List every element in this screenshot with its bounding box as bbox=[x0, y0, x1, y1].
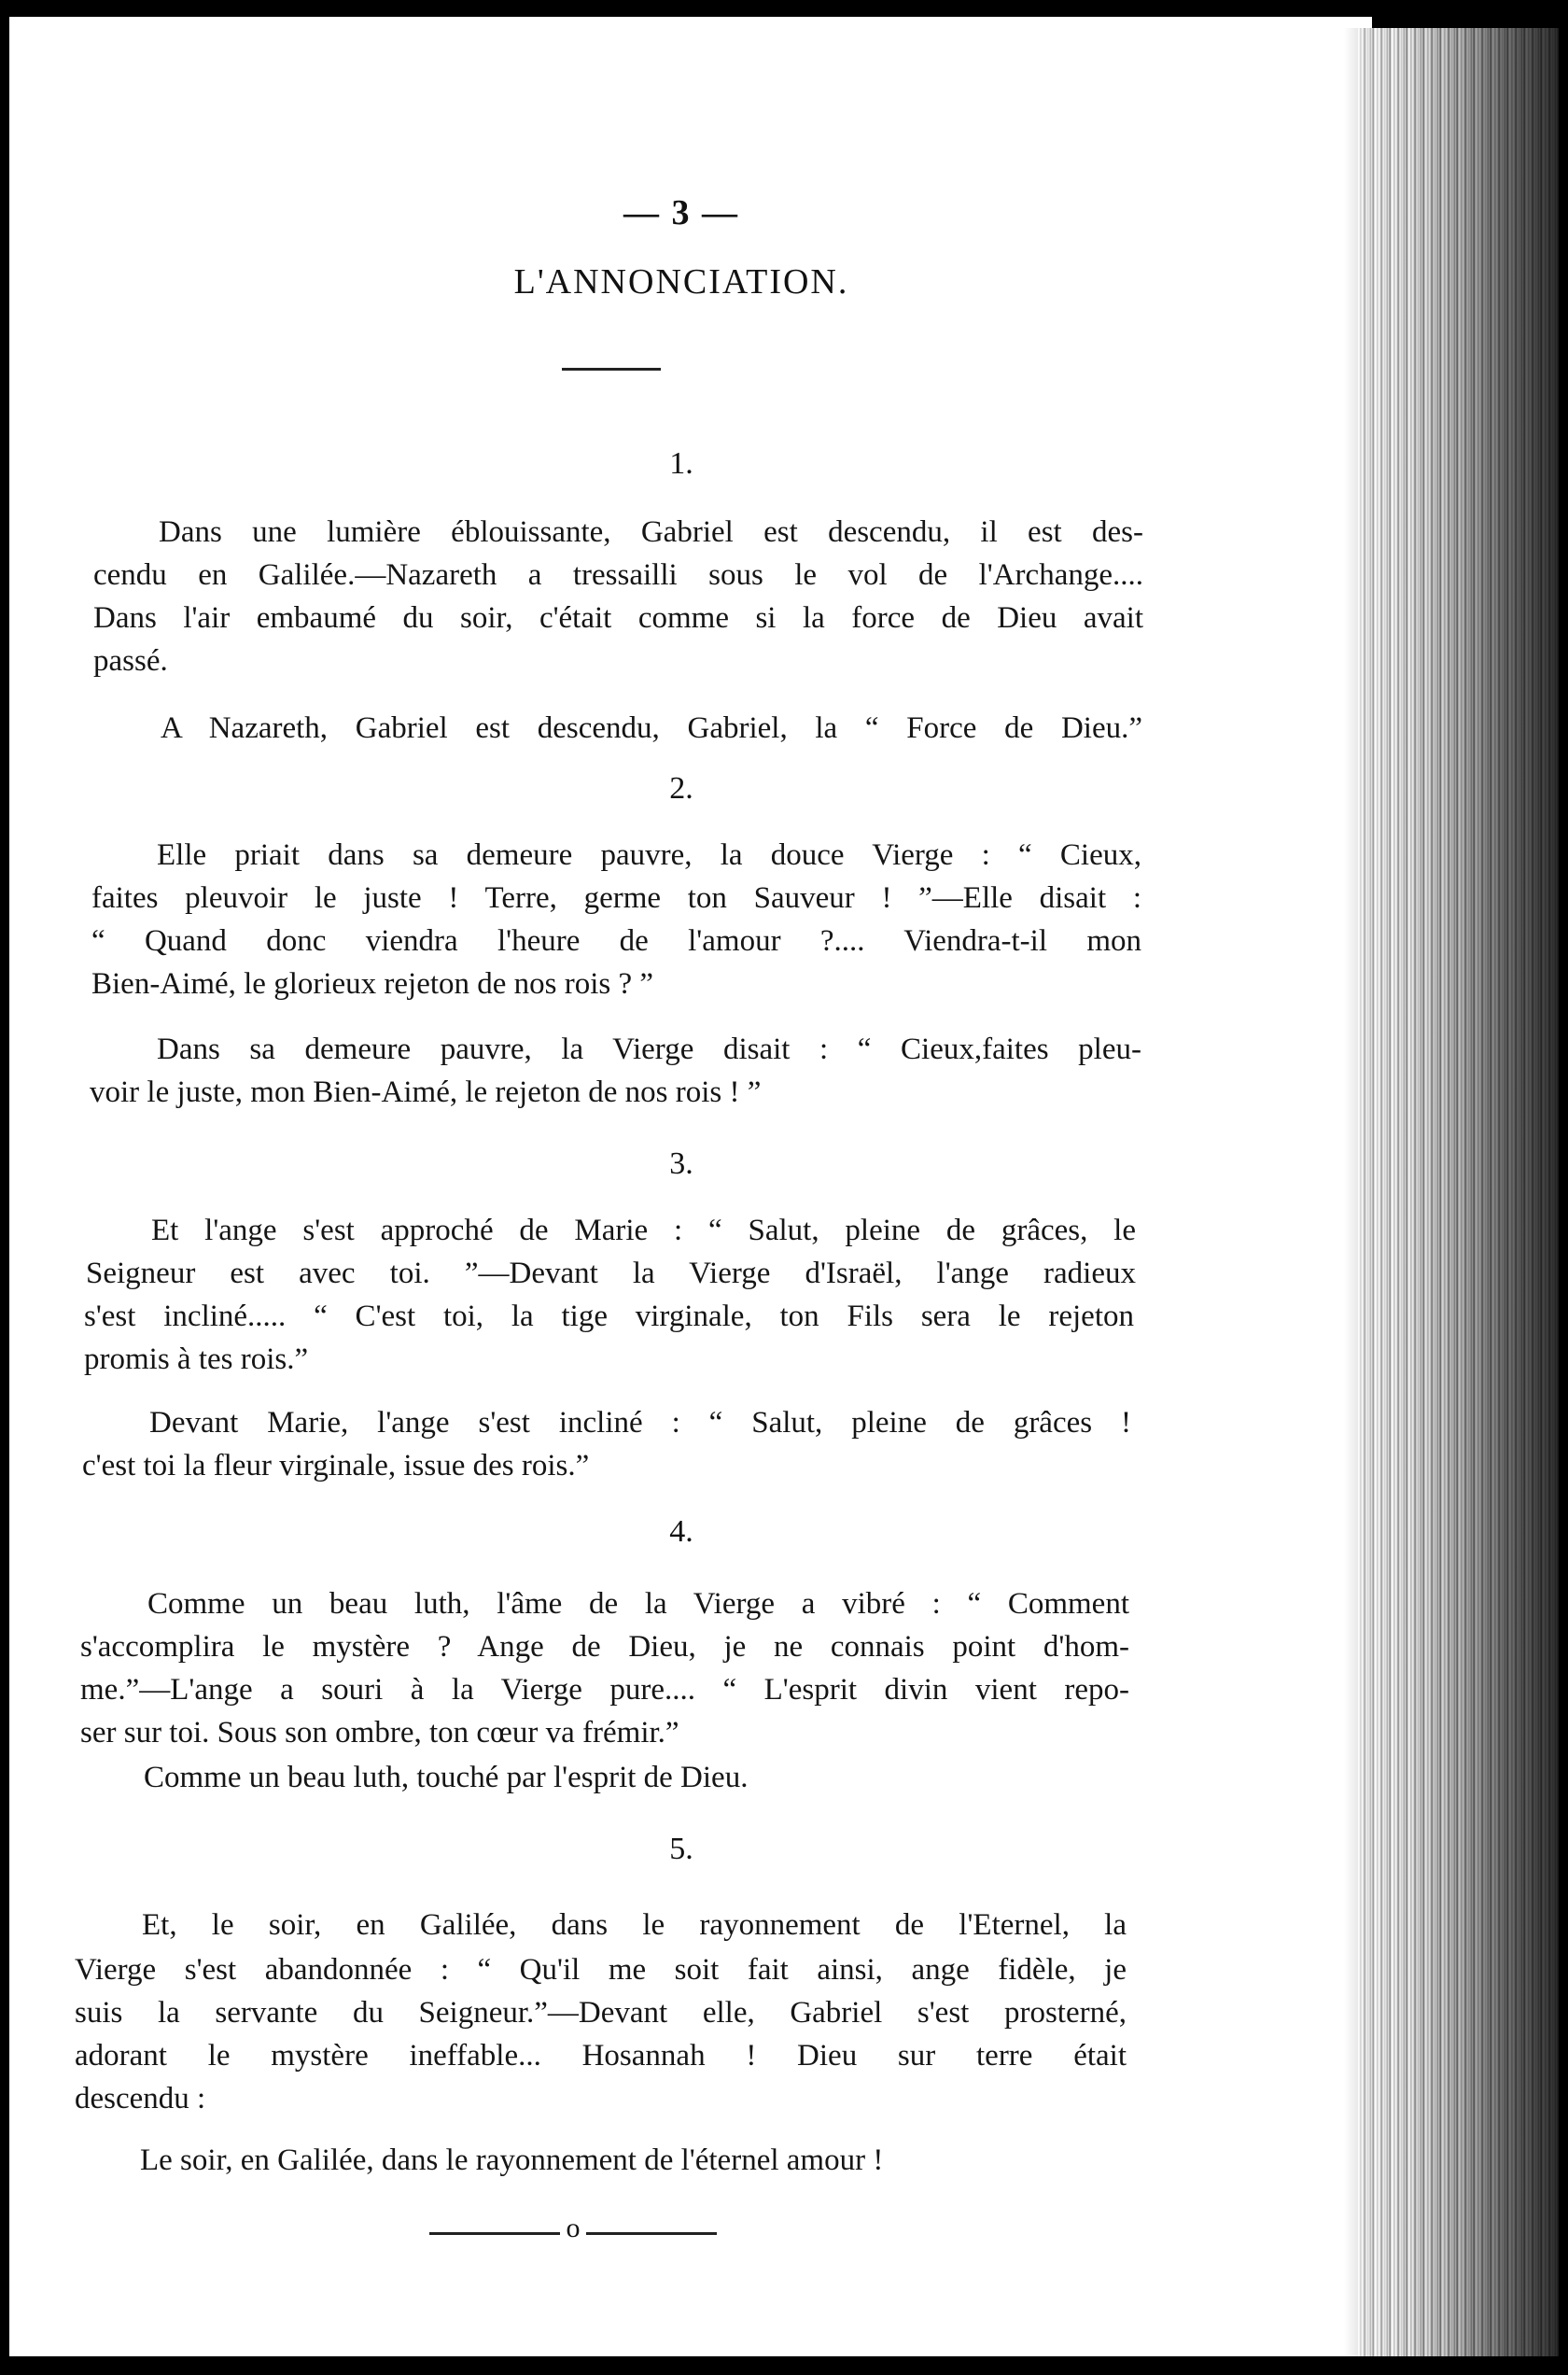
paragraph-line: Et l'ange s'est approché de Marie : “ Salut, pleine de grâces, le bbox=[151, 1214, 1136, 1247]
paragraph-line: Comme un beau luth, l'âme de la Vierge a vibré : “ Comment bbox=[147, 1587, 1129, 1621]
section-number: 5. bbox=[669, 1832, 693, 1866]
section-number: 2. bbox=[669, 771, 693, 806]
section-number: 3. bbox=[669, 1146, 693, 1181]
paragraph-line: Le soir, en Galilée, dans le rayonnement de l'éternel amour ! bbox=[140, 2143, 884, 2177]
page-number: — 3 — bbox=[623, 193, 739, 232]
paragraph-line: “ Quand donc viendra l'heure de l'amour ?.... Viendra-t-il mon bbox=[91, 924, 1141, 958]
paragraph-line: faites pleuvoir le juste ! Terre, germe ton Sauveur ! ”—Elle disait : bbox=[91, 881, 1141, 915]
paragraph-line: Vierge s'est abandonnée : “ Qu'il me soit fait ainsi, ange fidèle, je bbox=[75, 1953, 1127, 1987]
paragraph-line: cendu en Galilée.—Nazareth a tressailli sous le vol de l'Archange.... bbox=[93, 558, 1143, 592]
paragraph-line: suis la servante du Seigneur.”—Devant elle, Gabriel s'est prosterné, bbox=[75, 1996, 1127, 2030]
title-underline-rule bbox=[562, 368, 661, 371]
paragraph-line: Et, le soir, en Galilée, dans le rayonnement de l'Eternel, la bbox=[142, 1908, 1127, 1942]
paragraph-line: voir le juste, mon Bien-Aimé, le rejeton de nos rois ! ” bbox=[90, 1075, 762, 1109]
paragraph-line: A Nazareth, Gabriel est descendu, Gabriel, la “ Force de Dieu.” bbox=[161, 711, 1142, 745]
paragraph-line: s'est incliné..... “ C'est toi, la tige virginale, ton Fils sera le rejeton bbox=[84, 1300, 1134, 1333]
paragraph-line: descendu : bbox=[75, 2082, 206, 2115]
paragraph-line: Seigneur est avec toi. ”—Devant la Vierge d'Israël, l'ange radieux bbox=[86, 1257, 1136, 1290]
section-number: 4. bbox=[669, 1514, 693, 1549]
page-title: L'ANNONCIATION. bbox=[513, 262, 849, 302]
paragraph-line: Dans l'air embaumé du soir, c'était comme si la force de Dieu avait bbox=[93, 601, 1143, 635]
section-number: 1. bbox=[669, 446, 693, 481]
paragraph-line: Dans sa demeure pauvre, la Vierge disait : “ Cieux,faites pleu- bbox=[157, 1033, 1141, 1066]
paragraph-line: promis à tes rois.” bbox=[84, 1342, 309, 1376]
paragraph-line: s'accomplira le mystère ? Ange de Dieu, je ne connais point d'hom- bbox=[80, 1630, 1129, 1664]
book-edge-shadow bbox=[1358, 28, 1559, 2356]
paragraph-line: adorant le mystère ineffable... Hosannah ! Dieu sur terre était bbox=[75, 2039, 1127, 2073]
footer-rule-left bbox=[429, 2232, 560, 2235]
paragraph-line: passé. bbox=[93, 644, 168, 678]
paragraph-line: Comme un beau luth, touché par l'esprit de Dieu. bbox=[144, 1761, 749, 1794]
paragraph-line: c'est toi la fleur virginale, issue des rois.” bbox=[82, 1449, 590, 1483]
paragraph-line: Bien-Aimé, le glorieux rejeton de nos rois ? ” bbox=[91, 967, 654, 1001]
paragraph-line: Devant Marie, l'ange s'est incliné : “ Salut, pleine de grâces ! bbox=[149, 1406, 1131, 1440]
footer-ornament: o bbox=[566, 2213, 581, 2243]
paragraph-line: Elle priait dans sa demeure pauvre, la douce Vierge : “ Cieux, bbox=[157, 838, 1141, 872]
footer-rule-right bbox=[586, 2232, 717, 2235]
paragraph-line: me.”—L'ange a souri à la Vierge pure.... “ L'esprit divin vient repo- bbox=[80, 1673, 1129, 1707]
book-page bbox=[9, 17, 1372, 2356]
paragraph-line: Dans une lumière éblouissante, Gabriel est descendu, il est des- bbox=[159, 515, 1143, 549]
paragraph-line: ser sur toi. Sous son ombre, ton cœur va frémir.” bbox=[80, 1716, 679, 1750]
